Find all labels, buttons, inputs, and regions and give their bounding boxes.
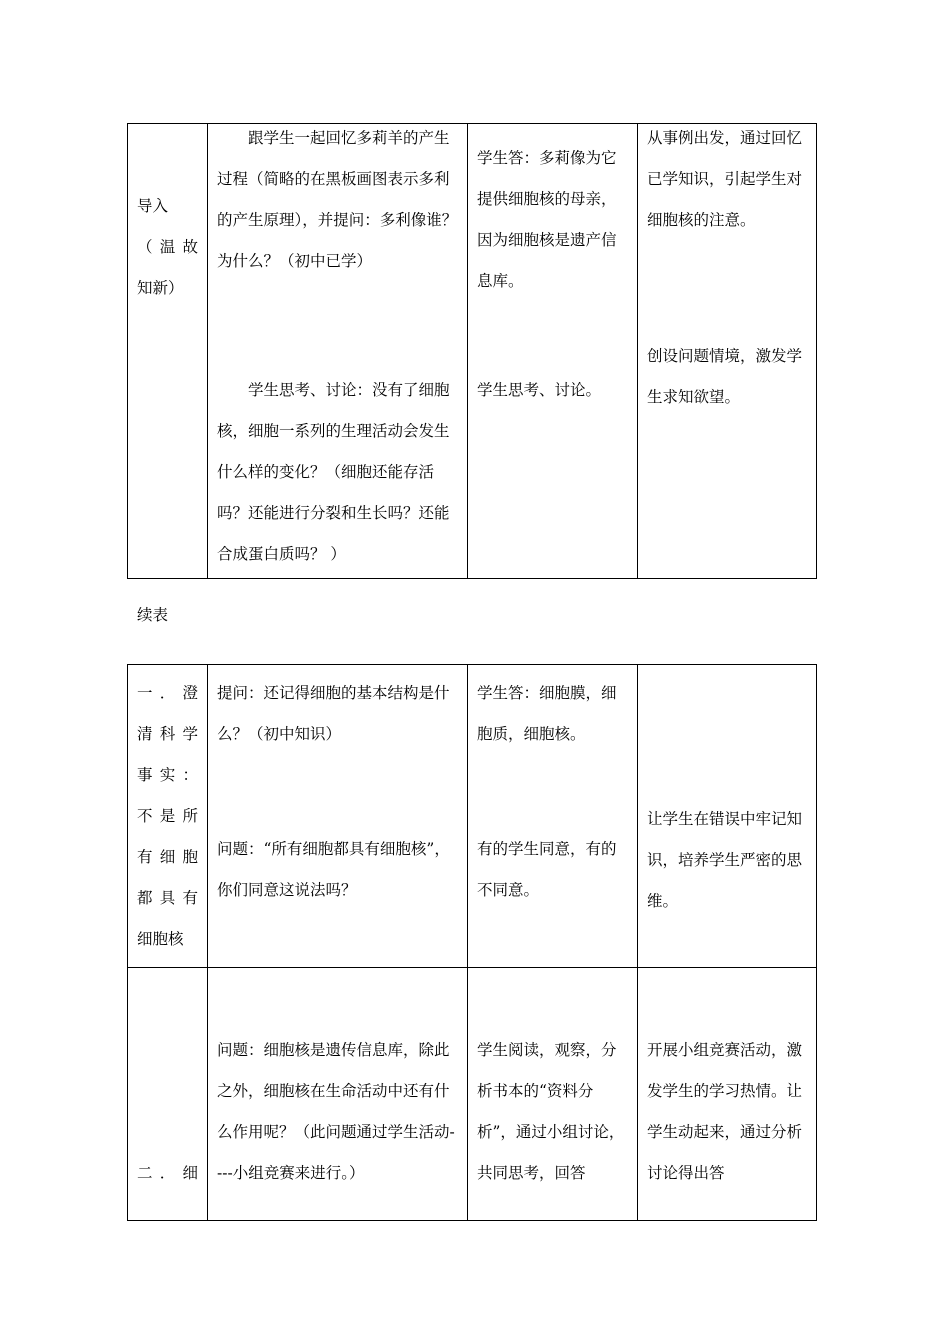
lesson-table-continued	[127, 664, 817, 1221]
table-row	[128, 124, 817, 579]
table-row	[128, 665, 817, 968]
teacher-paragraph: 问题：“所有细胞都具有细胞核”，你们同意这说法吗？	[217, 840, 450, 899]
stage-text: 一．澄清科学事实：不是所有细胞都具有细胞核	[137, 684, 198, 948]
student-paragraph: 学生答：多莉像为它提供细胞核的母亲，因为细胞核是遗产信息库。	[477, 149, 617, 290]
stage-text	[137, 186, 198, 309]
student-activity-cell	[468, 968, 638, 1221]
table-row	[128, 968, 817, 1221]
teacher-paragraph: 学生思考、讨论：没有了细胞核，细胞一系列的生理活动会发生什么样的变化？（细胞还能存活吗？还能进行分裂和生长吗？还能合成蛋白质吗？ ）	[217, 381, 450, 563]
stage-line: 导入	[137, 197, 169, 215]
teacher-activity-cell	[208, 124, 468, 579]
student-paragraph: 学生阅读，观察，分析书本的“资料分析”，通过小组讨论，共同思考，回答	[477, 1041, 625, 1182]
stage-line: （温故	[137, 238, 198, 256]
design-intent-cell	[638, 665, 817, 968]
stage-text: 二．细	[137, 1164, 198, 1182]
stage-cell	[128, 124, 208, 579]
stage-cell	[128, 968, 208, 1221]
student-paragraph: 学生思考、讨论。	[477, 381, 602, 399]
teacher-paragraph: 跟学生一起回忆多莉羊的产生过程（简略的在黑板画图表示多利的产生原理），并提问：多利像谁？为什么？（初中已学）	[217, 129, 458, 270]
stage-cell	[128, 665, 208, 968]
stage-line: 知新）	[137, 279, 184, 297]
teacher-activity-cell	[208, 665, 468, 968]
intent-paragraph: 开展小组竞赛活动，激发学生的学习热情。让学生动起来，通过分析讨论得出答	[647, 1041, 803, 1182]
student-paragraph: 学生答：细胞膜，细胞质，细胞核。	[477, 684, 617, 743]
intent-paragraph: 从事例出发，通过回忆已学知识，引起学生对细胞核的注意。	[647, 129, 803, 229]
student-activity-cell	[468, 124, 638, 579]
teacher-activity-cell	[208, 968, 468, 1221]
student-paragraph: 有的学生同意，有的不同意。	[477, 840, 617, 899]
intent-paragraph: 创设问题情境，激发学生求知欲望。	[647, 347, 803, 406]
teacher-paragraph: 问题：细胞核是遗传信息库，除此之外，细胞核在生命活动中还有什么作用呢？（此问题通过学生活动----小组竞赛来进行。）	[217, 1041, 455, 1182]
teacher-paragraph: 提问：还记得细胞的基本结构是什么？（初中知识）	[217, 684, 450, 743]
design-intent-cell	[638, 124, 817, 579]
design-intent-cell	[638, 968, 817, 1221]
student-activity-cell	[468, 665, 638, 968]
continued-table-caption: 续表	[137, 606, 169, 624]
intent-paragraph: 让学生在错误中牢记知识，培养学生严密的思维。	[647, 810, 803, 910]
lesson-table-intro	[127, 123, 817, 579]
